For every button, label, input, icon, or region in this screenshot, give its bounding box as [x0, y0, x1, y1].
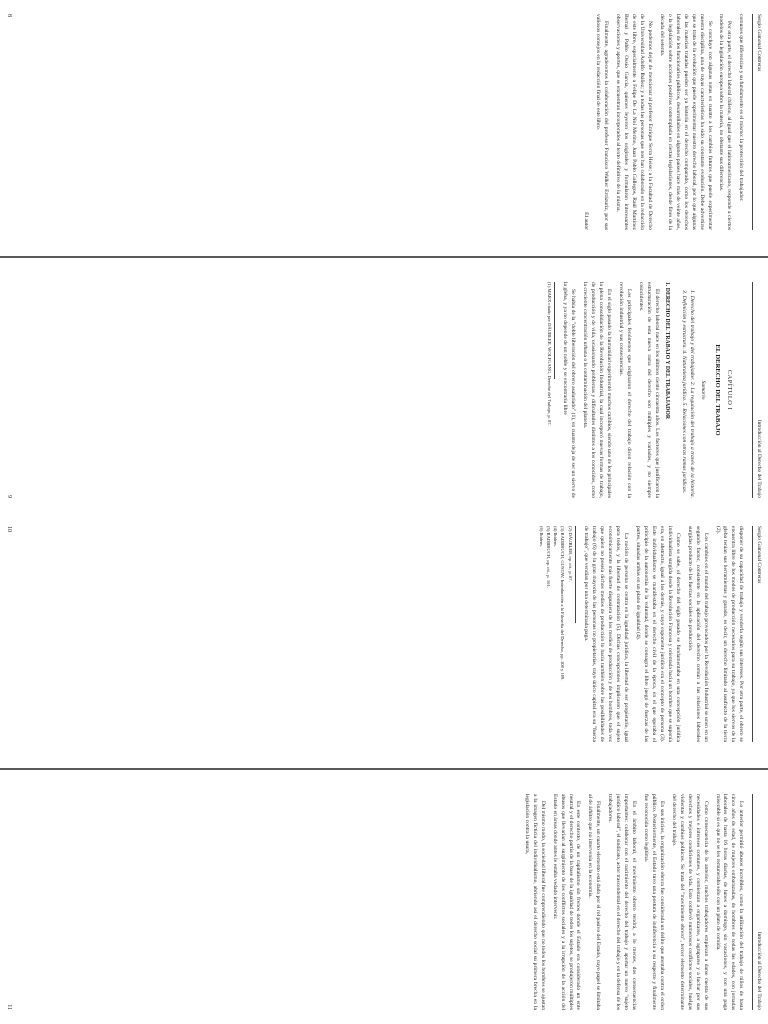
footnote: (3) RADBRUCH, GUSTAV, Introducción a la Filosofía del Derecho, pp. 108 y 109.: [560, 526, 566, 681]
book-gutter: [0, 768, 768, 770]
book-gutter: [0, 256, 768, 258]
chapter-label: CAPÍTULO I: [726, 369, 734, 411]
paragraph: Por otra parte, el derecho laboral chileno, al igual que el latinoamericano, responde a ciertos modelos de la legislación europea sobre la materia, no obstante sus diferencias.: [718, 14, 733, 230]
paragraph: En el ámbito laboral, el movimiento obrero tendrá, a lo menos, dos consecuencias importantes: colaborar con el nacimiento del derecho del trabajo y aportar un nuevo "sujeto jurídico laboral", el sindicato, actor trascendental en el derecho del trabajo y en la defensa de los trabajadores.: [607, 794, 638, 1010]
paragraph: Se concluye con algunas notas en cuanto a los cambios futuros que puede experimentar nuestra disciplina, una de cuyas características ha sido su constante evolución. Debe advertirse que se trata de la evolución que puede experimentar nuestro derecho laboral, por lo que algunas de las materias tratadas pueden ser ya historia en el derecho comparado, como los derechos laborales de los funcionarios públicos, desarrollados en algunos países hace más de veinte años, o la legislación sobre acciones positivas contemplada en ciertas legislaciones, desde fines de la década del setenta.: [658, 14, 713, 230]
paragraph: comunes que diferencias y su fundamento es el mismo: la protección del trabajador.: [738, 14, 745, 202]
running-header: Sergio Gamonal Contreras: [752, 526, 762, 742]
paragraph: En sus inicios, la organización obrera fue considerada un delito que atentaba contra el orden público. Posteriormente, el Estado tuvo una postura de indiferencia a su respecto y finalmente fue reconocida como legítima.: [643, 794, 665, 1010]
page-number: 9: [5, 495, 12, 498]
footnote: (2) DÄUBLER, op. cit., p. 87.: [567, 526, 573, 582]
summary-text: 1. Derecho del trabajo y del trabajador. 2. La regulación del trabajo a través de la historia. 3. Definición y estructura. 4. Naturaleza jurídica. 5. Relaciones con otras ramas jurídicas.: [681, 290, 695, 498]
summary-label: Sumario: [699, 380, 706, 400]
page-9: [0, 268, 768, 512]
paragraph: El derecho laboral nace en los últimos ciento cincuenta años. Los factores que justificaron la estructuración de esta nueva rama del derecho son múltiples y variados, y no siempre coincidentes.: [637, 282, 660, 498]
footnote: (4) Ibídem.: [553, 526, 559, 547]
page-11: [0, 780, 768, 1024]
paragraph: Finalmente, un cuarto elemento está dado por el rol pasivo del Estado, cuyo papel se limitaba al de árbitro que no intervenía en la economía.: [587, 794, 602, 1010]
footnote-rule: [575, 526, 576, 623]
running-header: Introducción al Derecho del Trabajo: [752, 282, 762, 498]
paragraph: disponer de su capacidad de trabajo y venderla según sus intereses. Por otra parte, el obrero se encuentra libre de los modos de producción necesarios para su trabajo, ya que los siervos de la gleba tenían sus herramientas y ganado, es decir, un derecho limitado al usufructo de la tierra (2).: [714, 526, 745, 742]
running-header: Sergio Gamonal Contreras: [752, 14, 762, 230]
signoff: El autor: [583, 212, 590, 230]
paragraph: En este contexto, de un capitalismo sin frenos donde el Estado era considerado un ente neutral y el derecho partía de la base de la igualdad de todos los sujetos, se produjeron múltiples abusos que llevarían al surgimiento de los conflictos sociales y a la irrupción de la acción del Estado en áreas donde antes le estaba vedado intervenir.: [551, 794, 582, 1010]
page-8: [0, 0, 768, 244]
footnote: (1) MARX citado por DÄUBLER, WOLFGANG, Derecho del Trabajo, p. 87.: [546, 282, 552, 426]
paragraph: Como se sabe, el derecho del siglo pasado se fundamentaba en una concepción jurídica individualista surgida desde la Revolución Francesa y orientada hacia un hombre que se suponía era, en abstracto, igual a los demás, y cuyo exponente jurídico era el concepto de persona (3). Este individualismo se manifestaba en el derecho civil de la época, en el que operaba el principio de la autonomía de la voluntad, donde se consagra el libre juego de fuerzas de las partes, situadas ambas en un plano de igualdad (4).: [635, 526, 681, 742]
footnote: (5) RADBRUCH, op. cit., p. 161.: [545, 526, 551, 588]
paragraph: Los principales fenómenos que originaron el derecho del trabajo dicen relación con la revolución industrial y sus consecuencias.: [618, 282, 633, 498]
paragraph: No podemos dejar de mencionar al profesor Enrique Serra Heise; a la Facultad de Derecho de la Universidad Adolfo Ibáñez; y a todas las personas que nos han colaborado en la redacción de este libro, especialmente a Felipe De La Noi Merino, Juan Pablo Gallegos, Raúl Martínez Bernal y Pablo Ossio García, quienes leyeron los originales y formularon interesantes observaciones y aportes, que se encuentran incorporados al texto definitivo de la misma.: [615, 14, 653, 230]
paragraph: En el siglo pasado la humanidad experimentó muchos cambios, siendo uno de los principales la plena consolidación de la Revolución Industrial, la cual incorporó nuevas formas de trabajo, de producción y de vida, ocasionando problemas y dificultades distintos a los conocidos, como la creciente concentración urbana o la contaminación del planeta.: [582, 282, 613, 498]
paragraph: Finalmente, agradecemos la colaboración del profesor Francisco Walker Errázuriz, por sus valiosos consejos en la redacción final de este libro.: [595, 14, 610, 230]
scanned-spread-bottom: [0, 512, 768, 1024]
footnote: (6) Ibídem.: [538, 526, 544, 547]
paragraph: Se había de la "doble liberación del obrero asalariado" (1), en cuanto deja de ser un siervo de la gleba, y ya no depende de un noble y se encontraría libre: [562, 282, 577, 498]
page-number: 10: [5, 526, 12, 532]
paragraph: Como consecuencia de lo anterior, muchos trabajadores empiezan a darse cuenta de sus necesidades e intereses comunes, y comienzan a organizarse, a agruparse y a luchar por sus derechos y mejores condiciones de vida. Esto conllevó numerosos conflictos sociales, huelgas violentas y cambios políticos. Se trata del "movimiento obrero", tercer elemento determinante del derecho del trabajo.: [670, 794, 709, 1010]
footnote-rule: [554, 282, 555, 379]
chapter-title: EL DERECHO DEL TRABAJO: [714, 344, 722, 436]
paragraph: Los cambios en el mundo del trabajo provocados por la Revolución Industrial se unen en un segundo factor, consistente en la aplicación del derecho común a las relaciones laborales surgidas producto de las fuerzas sociales de producción.: [686, 526, 709, 742]
paragraph: La noción de persona se centra en la igualdad jurídica, la libertad de ser propietario, igual para todos, y la libertad de contratación (5). Dichas concepciones implicaron que el sujeto económicamente más fuerte dispusiera de los medios de producción y de los hombres, toda vez que quien no poseía dichos medios de producción lo hacía también sobre las posibilidades de trabajo (6) de la gran mayoría de las personas no propietarias, cuyo único capital era su "fuerza de trabajo", que vendían por una determinada paga.: [583, 526, 630, 742]
page-number: 8: [5, 14, 12, 17]
page-10: [0, 512, 768, 756]
section-title: 1. DERECHO DEL TRABAJO Y DEL TRABAJADOR: [664, 282, 671, 420]
paragraph: Lo anterior permitió abusos increíbles, como la utilización del trabajo de niños de hasta cinco años de edad, de mujeres embarazadas, de hombres de todas las edades, con jornadas laborales de hasta 16 horas diarias, de lunes a domingo, sin vacaciones, y con una paga miserable si es que no se les remuneraba sólo con un plato de comida.: [714, 794, 745, 1010]
running-header: Introducción al Derecho del Trabajo: [752, 794, 762, 1010]
paragraph: Del mismo modo, la sociedad liberal fue comprendiendo que no todos los hombres se ajustan a la imagen ficticia del individualismo, abriendo así el derecho social su primera brecha en la legislación contra la usura,: [523, 794, 546, 1010]
page-number: 11: [5, 1004, 12, 1010]
